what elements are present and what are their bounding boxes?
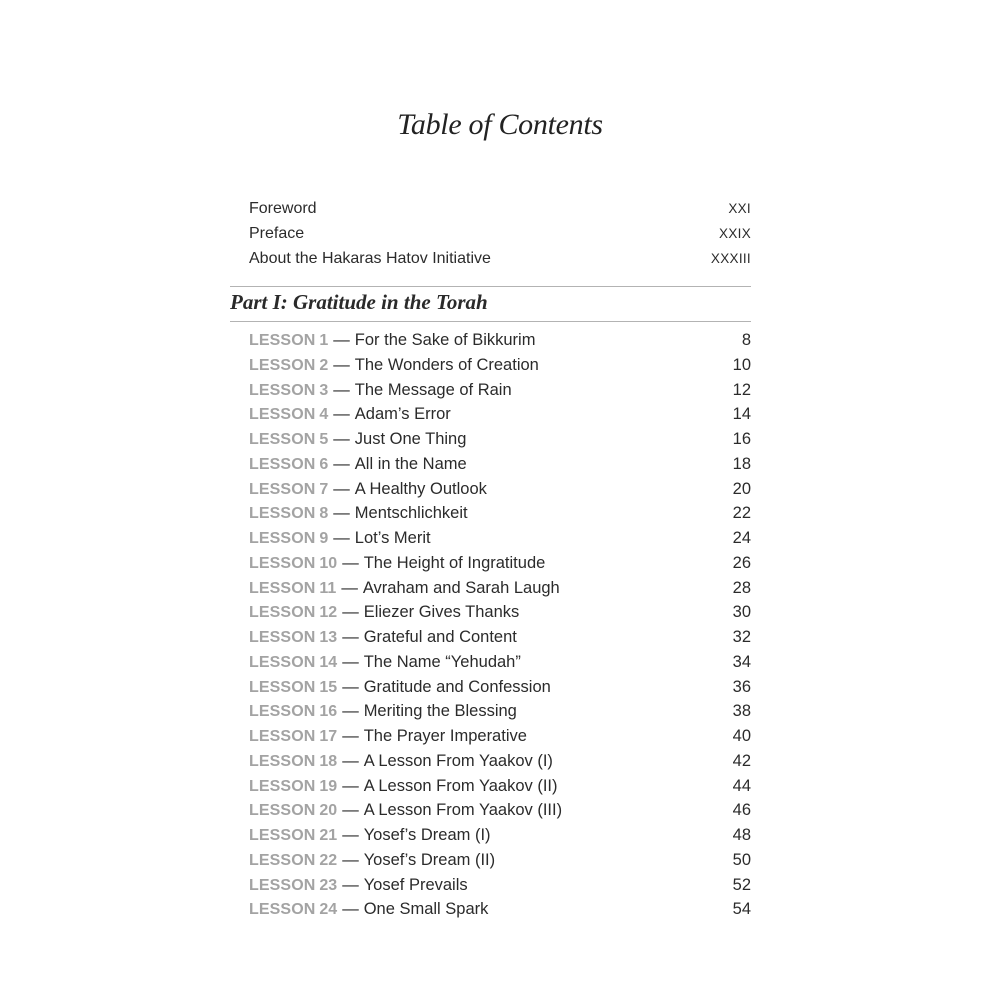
lesson-title: Yosef’s Dream (I): [363, 826, 491, 844]
lesson-dash: —: [342, 702, 359, 721]
lesson-dash: —: [342, 826, 359, 844]
lesson-row[interactable]: [249, 851, 751, 876]
lesson-number: 7: [319, 480, 329, 498]
lesson-row[interactable]: [249, 405, 751, 430]
lesson-label: LESSON: [249, 505, 316, 523]
lesson-entry: [249, 900, 488, 919]
front-matter-label: About the Hakaras Hatov Initiative: [249, 250, 491, 267]
lesson-entry: [249, 727, 527, 746]
lesson-number: 3: [319, 381, 329, 399]
lesson-dash: —: [333, 479, 350, 498]
lesson-page: 16: [732, 430, 751, 448]
lesson-label: LESSON: [249, 455, 316, 473]
lesson-title: Eliezer Gives Thanks: [363, 603, 520, 622]
lesson-label: LESSON: [249, 381, 316, 399]
lesson-row[interactable]: [249, 628, 751, 653]
lesson-entry: [249, 752, 553, 771]
lesson-row[interactable]: [249, 727, 751, 752]
lesson-entry: [249, 801, 562, 820]
lesson-dash: —: [333, 331, 350, 349]
lesson-label: LESSON: [249, 604, 316, 622]
lesson-row[interactable]: [249, 900, 751, 925]
lesson-number: 8: [319, 505, 329, 523]
lesson-number: 9: [319, 530, 329, 547]
lesson-row[interactable]: [249, 356, 751, 381]
lesson-entry: [249, 455, 467, 474]
lesson-label: LESSON: [249, 332, 316, 349]
lesson-number: 21: [319, 827, 338, 844]
lesson-entry: [249, 777, 558, 796]
lesson-dash: —: [342, 801, 359, 820]
lesson-entry: [249, 356, 539, 375]
lesson-dash: —: [333, 454, 350, 473]
lesson-title: Just One Thing: [354, 430, 467, 448]
lesson-title: A Healthy Outlook: [354, 479, 487, 498]
lesson-row[interactable]: [249, 529, 751, 554]
lesson-label: LESSON: [249, 678, 316, 696]
lesson-label: LESSON: [249, 431, 316, 448]
lesson-list: [249, 331, 751, 925]
front-matter-item[interactable]: [249, 225, 751, 250]
lesson-number: 13: [319, 629, 338, 646]
lesson-entry: [249, 851, 495, 870]
lesson-label: LESSON: [249, 480, 316, 498]
lesson-dash: —: [333, 380, 350, 399]
lesson-number: 17: [319, 728, 338, 745]
lesson-dash: —: [342, 628, 359, 646]
lesson-page: 22: [732, 504, 751, 523]
lesson-page: 36: [732, 677, 751, 696]
lesson-page: 18: [732, 454, 751, 473]
lesson-number: 16: [319, 703, 338, 721]
lesson-entry: [249, 702, 517, 721]
lesson-row[interactable]: [249, 455, 751, 480]
lesson-number: 15: [319, 678, 338, 696]
lesson-dash: —: [342, 727, 359, 745]
lesson-title: Meriting the Blessing: [363, 702, 517, 721]
lesson-page: 28: [732, 578, 751, 597]
lesson-page: 34: [732, 652, 751, 671]
page-title: Table of Contents: [397, 108, 603, 141]
lesson-title: Mentschlichkeit: [354, 504, 468, 523]
lesson-title: The Name “Yehudah”: [363, 652, 521, 671]
lesson-number: 23: [319, 876, 338, 894]
part-heading: Part I: Gratitude in the Torah: [230, 290, 488, 314]
lesson-page: 30: [732, 603, 751, 622]
lesson-page: 50: [732, 850, 751, 869]
lesson-row[interactable]: [249, 430, 751, 455]
lesson-title: All in the Name: [354, 454, 467, 473]
lesson-entry: [249, 678, 551, 697]
lesson-label: LESSON: [249, 752, 316, 770]
lesson-page: 12: [732, 380, 751, 399]
lesson-dash: —: [333, 405, 350, 424]
lesson-page: 26: [732, 553, 751, 572]
lesson-dash: —: [342, 553, 359, 572]
lesson-title: One Small Spark: [363, 900, 489, 919]
lesson-entry: [249, 579, 560, 598]
lesson-row[interactable]: [249, 752, 751, 777]
lesson-page: 20: [732, 479, 751, 498]
lesson-number: 11: [319, 579, 337, 597]
lesson-title: Avraham and Sarah Laugh: [362, 578, 560, 597]
lesson-entry: [249, 430, 466, 449]
lesson-title: Yosef’s Dream (II): [363, 850, 496, 869]
lesson-number: 12: [319, 604, 338, 622]
front-matter-label: Preface: [249, 225, 305, 242]
lesson-dash: —: [342, 850, 359, 869]
lesson-page: 48: [732, 826, 751, 844]
front-matter-list: [249, 200, 751, 275]
lesson-dash: —: [342, 652, 359, 671]
lesson-dash: —: [333, 529, 350, 547]
lesson-title: A Lesson From Yaakov (I): [363, 751, 553, 770]
lesson-entry: [249, 554, 545, 573]
lesson-page: 8: [741, 331, 751, 349]
lesson-number: 19: [319, 777, 338, 795]
lesson-row[interactable]: [249, 603, 751, 628]
lesson-entry: [249, 331, 535, 350]
lesson-dash: —: [342, 751, 359, 770]
lesson-number: 1: [319, 332, 329, 349]
lesson-label: LESSON: [249, 777, 316, 795]
lesson-dash: —: [333, 504, 350, 523]
lesson-page: 14: [732, 405, 751, 424]
lesson-number: 6: [319, 455, 329, 473]
lesson-label: LESSON: [249, 802, 316, 820]
lesson-number: 10: [319, 554, 338, 572]
lesson-title: The Prayer Imperative: [363, 727, 527, 745]
lesson-entry: [249, 653, 521, 672]
lesson-label: LESSON: [249, 901, 316, 919]
lesson-row[interactable]: [249, 801, 751, 826]
lesson-title: For the Sake of Bikkurim: [354, 331, 536, 349]
lesson-label: LESSON: [249, 356, 316, 374]
lesson-row[interactable]: [249, 480, 751, 505]
lesson-number: 5: [319, 431, 329, 448]
front-matter-page: XXI: [728, 201, 751, 216]
lesson-entry: [249, 480, 487, 499]
lesson-entry: [249, 504, 468, 523]
lesson-dash: —: [342, 603, 359, 622]
lesson-title: Grateful and Content: [363, 628, 517, 646]
lesson-label: LESSON: [249, 653, 316, 671]
lesson-row[interactable]: [249, 381, 751, 406]
lesson-label: LESSON: [249, 530, 316, 547]
lesson-number: 4: [319, 406, 329, 424]
lesson-dash: —: [342, 677, 359, 696]
lesson-page: 24: [732, 529, 751, 547]
part-divider-bottom: [230, 321, 751, 322]
lesson-label: LESSON: [249, 554, 316, 572]
lesson-dash: —: [333, 355, 350, 374]
lesson-label: LESSON: [249, 876, 316, 894]
lesson-label: LESSON: [249, 703, 316, 721]
front-matter-page: XXXIII: [710, 251, 751, 266]
lesson-title: Lot’s Merit: [354, 529, 431, 547]
lesson-page: 46: [732, 801, 751, 820]
lesson-title: The Height of Ingratitude: [363, 553, 546, 572]
front-matter-item[interactable]: [249, 250, 751, 275]
lesson-number: 2: [319, 356, 329, 374]
lesson-page: 40: [732, 727, 751, 745]
lesson-row[interactable]: [249, 702, 751, 727]
lesson-row[interactable]: [249, 678, 751, 703]
lesson-entry: [249, 628, 517, 647]
front-matter-item[interactable]: [249, 200, 751, 225]
lesson-title: A Lesson From Yaakov (III): [363, 801, 563, 820]
lesson-entry: [249, 529, 431, 548]
lesson-page: 54: [732, 900, 751, 919]
lesson-page: 10: [732, 355, 751, 374]
lesson-row[interactable]: [249, 554, 751, 579]
lesson-title: Yosef Prevails: [363, 875, 468, 894]
lesson-dash: —: [333, 430, 350, 448]
lesson-row[interactable]: [249, 777, 751, 802]
lesson-title: A Lesson From Yaakov (II): [363, 776, 558, 795]
lesson-row[interactable]: [249, 331, 751, 356]
lesson-page: 52: [732, 875, 751, 894]
front-matter-page: XXIX: [719, 226, 751, 241]
lesson-title: The Message of Rain: [354, 380, 512, 399]
lesson-dash: —: [342, 776, 359, 795]
lesson-entry: [249, 405, 451, 424]
lesson-entry: [249, 876, 468, 895]
lesson-row[interactable]: [249, 826, 751, 851]
lesson-entry: [249, 826, 491, 845]
lesson-title: Adam’s Error: [354, 405, 451, 424]
lesson-row[interactable]: [249, 653, 751, 678]
lesson-number: 22: [319, 851, 338, 869]
lesson-dash: —: [342, 875, 359, 894]
lesson-page: 32: [732, 628, 751, 646]
lesson-dash: —: [342, 900, 359, 919]
lesson-number: 20: [319, 802, 338, 820]
lesson-label: LESSON: [249, 728, 316, 745]
lesson-row[interactable]: [249, 504, 751, 529]
lesson-entry: [249, 603, 519, 622]
lesson-number: 14: [319, 653, 338, 671]
lesson-entry: [249, 381, 512, 400]
lesson-row[interactable]: [249, 876, 751, 901]
lesson-number: 18: [319, 752, 338, 770]
lesson-label: LESSON: [249, 851, 316, 869]
lesson-title: Gratitude and Confession: [363, 677, 551, 696]
lesson-dash: —: [341, 578, 358, 597]
part-divider-top: [230, 286, 751, 287]
lesson-page: 44: [732, 776, 751, 795]
lesson-row[interactable]: [249, 579, 751, 604]
lesson-page: 38: [732, 702, 751, 721]
lesson-label: LESSON: [249, 629, 316, 646]
lesson-label: LESSON: [249, 406, 316, 424]
lesson-page: 42: [732, 751, 751, 770]
lesson-label: LESSON: [249, 827, 316, 844]
lesson-number: 24: [319, 901, 338, 919]
lesson-label: LESSON: [249, 579, 316, 597]
lesson-title: The Wonders of Creation: [354, 355, 539, 374]
front-matter-label: Foreword: [249, 200, 317, 217]
